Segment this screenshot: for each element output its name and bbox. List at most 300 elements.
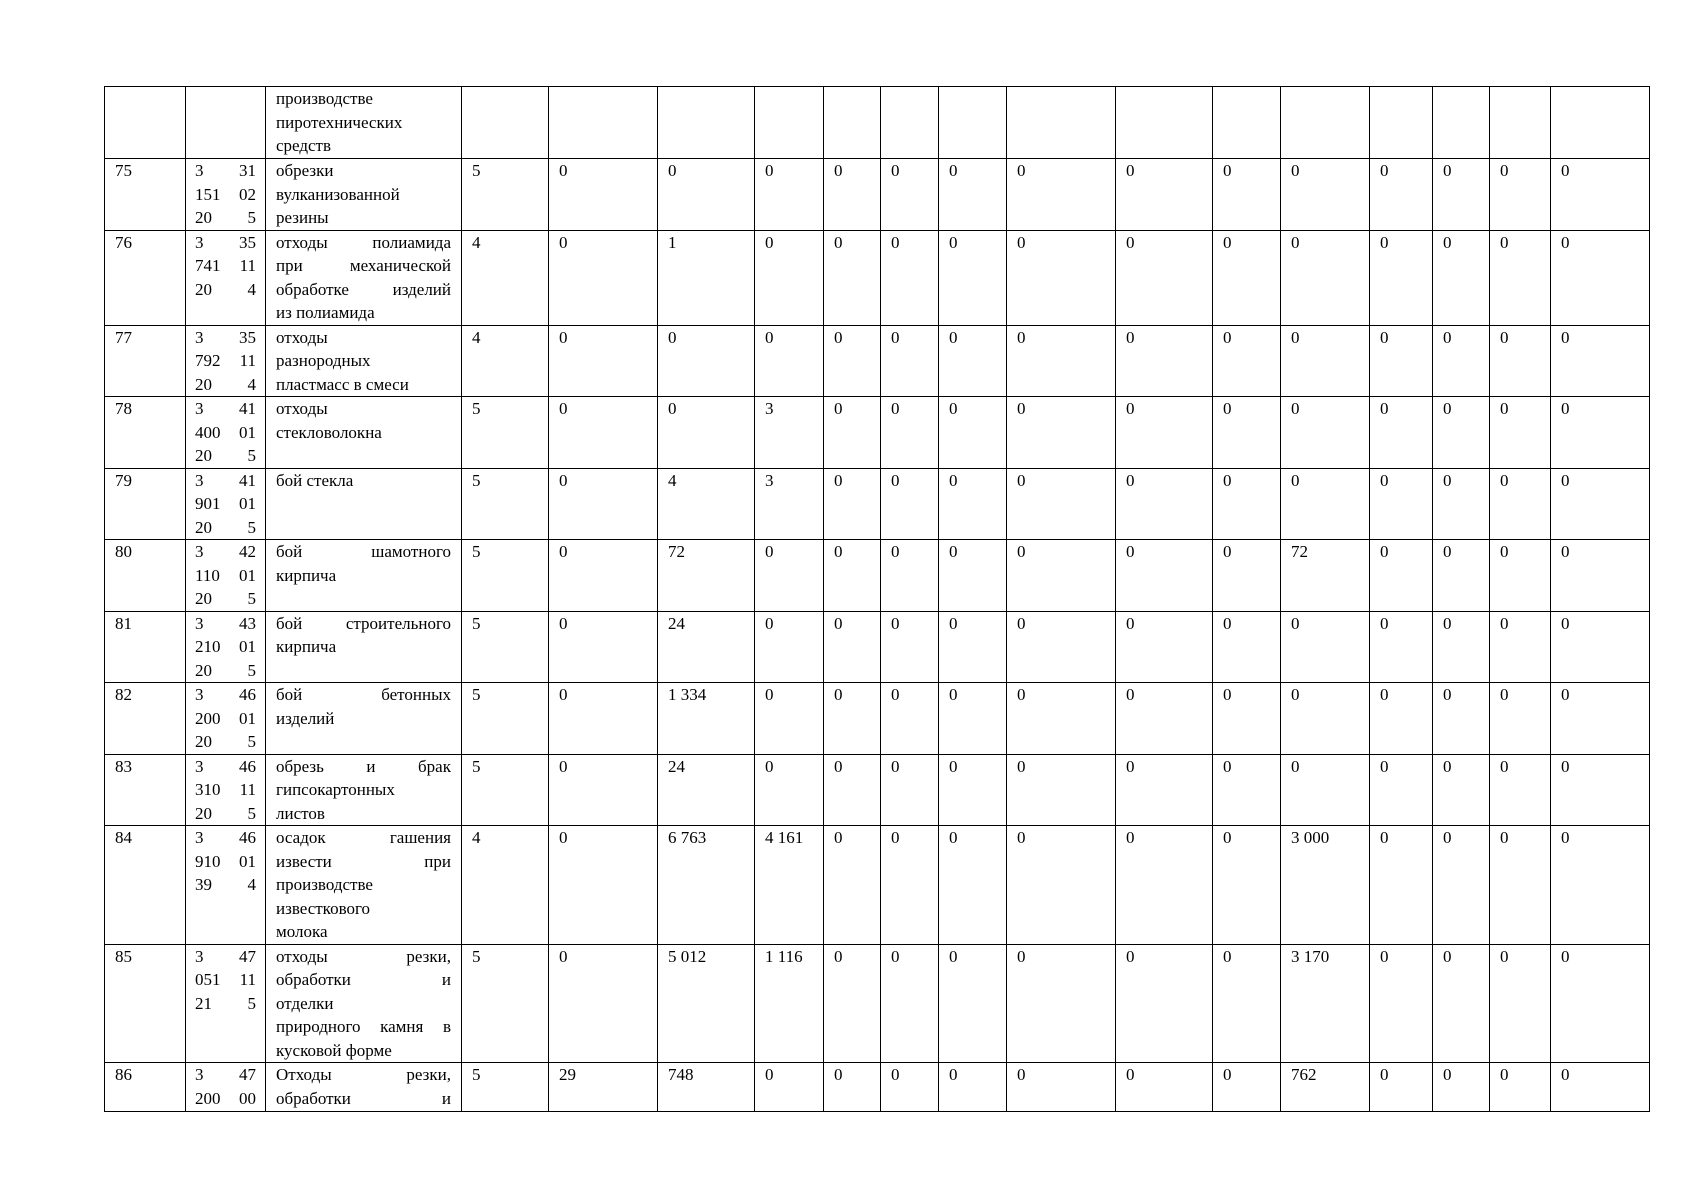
value-cell-col-14 (1281, 87, 1370, 159)
value-cell-col-13: 0 (1213, 1063, 1281, 1112)
value-cell-col-10: 0 (939, 754, 1007, 826)
waste-code-line: 3 31 (195, 161, 256, 180)
waste-code-line: 20 4 (195, 279, 256, 299)
value-cell-col-18: 0 (1551, 468, 1650, 540)
waste-code-cell (186, 159, 266, 231)
waste-code-cell (186, 1063, 266, 1112)
table-row (105, 826, 1650, 945)
value-cell-col-6: 0 (658, 159, 755, 231)
waste-name-line: гипсокартонных (276, 780, 395, 799)
waste-name-cell (266, 468, 462, 540)
waste-code-cell (186, 611, 266, 683)
value-cell-col-12: 0 (1116, 611, 1213, 683)
value-cell-col-5: 0 (549, 944, 658, 1063)
value-cell-col-8: 0 (824, 611, 881, 683)
waste-name-line: пластмасс в смеси (276, 374, 409, 394)
waste-name-line: бой строительного (276, 613, 451, 633)
waste-name-cell (266, 87, 462, 159)
value-cell-col-8: 0 (824, 683, 881, 755)
value-cell-col-16: 0 (1433, 540, 1490, 612)
value-cell-col-4: 4 (462, 230, 549, 325)
value-cell-col-18: 0 (1551, 1063, 1650, 1112)
value-cell-col-12: 0 (1116, 1063, 1213, 1112)
value-cell-col-18: 0 (1551, 611, 1650, 683)
value-cell-col-8: 0 (824, 159, 881, 231)
value-cell-col-4: 4 (462, 826, 549, 945)
waste-code-line: 3 35 (195, 327, 256, 347)
row-number-cell: 77 (105, 325, 186, 397)
value-cell-col-7: 0 (755, 1063, 824, 1112)
waste-name-line: при механической (276, 256, 451, 275)
waste-name-line: отходы полиамида (276, 232, 451, 252)
waste-name-line: отходы (276, 399, 328, 418)
waste-name-line: отделки (276, 993, 334, 1013)
waste-name-cell (266, 944, 462, 1063)
value-cell-col-6: 24 (658, 611, 755, 683)
value-cell-col-10: 0 (939, 1063, 1007, 1112)
value-cell-col-11: 0 (1007, 468, 1116, 540)
waste-code-line: 20 5 (195, 589, 256, 608)
table-body (105, 87, 1650, 1112)
value-cell-col-15: 0 (1370, 944, 1433, 1063)
waste-code-line: 400 01 (195, 422, 256, 442)
value-cell-col-5: 0 (549, 468, 658, 540)
waste-code-line: 3 42 (195, 542, 256, 561)
value-cell-col-7: 0 (755, 611, 824, 683)
waste-name-cell (266, 397, 462, 469)
value-cell-col-11: 0 (1007, 826, 1116, 945)
value-cell-col-13: 0 (1213, 230, 1281, 325)
value-cell-col-16: 0 (1433, 230, 1490, 325)
value-cell-col-15: 0 (1370, 826, 1433, 945)
value-cell-col-10 (939, 87, 1007, 159)
value-cell-col-10: 0 (939, 683, 1007, 755)
value-cell-col-17: 0 (1490, 826, 1551, 945)
value-cell-col-4 (462, 87, 549, 159)
value-cell-col-10: 0 (939, 397, 1007, 469)
waste-name-cell (266, 325, 462, 397)
waste-code-line: 3 47 (195, 946, 256, 966)
table-row (105, 944, 1650, 1063)
waste-code-line: 3 41 (195, 399, 256, 418)
value-cell-col-4: 5 (462, 944, 549, 1063)
value-cell-col-14: 72 (1281, 540, 1370, 612)
value-cell-col-13: 0 (1213, 540, 1281, 612)
waste-code-line: 20 5 (195, 208, 256, 227)
value-cell-col-4: 5 (462, 397, 549, 469)
table-row (105, 468, 1650, 540)
waste-code-line: 21 5 (195, 993, 256, 1013)
value-cell-col-12: 0 (1116, 944, 1213, 1063)
waste-name-line: производстве (276, 89, 373, 108)
waste-name-line: кирпича (276, 565, 337, 585)
value-cell-col-7 (755, 87, 824, 159)
value-cell-col-14: 0 (1281, 325, 1370, 397)
waste-name-cell (266, 683, 462, 755)
value-cell-col-9: 0 (881, 397, 939, 469)
waste-name-cell (266, 826, 462, 945)
waste-code-line: 39 4 (195, 875, 256, 894)
value-cell-col-15: 0 (1370, 540, 1433, 612)
waste-code-line: 051 11 (195, 970, 256, 989)
table-row (105, 611, 1650, 683)
waste-code-cell (186, 468, 266, 540)
value-cell-col-11: 0 (1007, 540, 1116, 612)
waste-code-line: 901 01 (195, 494, 256, 513)
waste-code-line: 741 11 (195, 256, 256, 275)
waste-name-line: бой стекла (276, 470, 354, 490)
waste-name-line: отходы (276, 327, 328, 347)
waste-code-line: 20 5 (195, 517, 256, 537)
waste-name-line: обработки и (276, 970, 451, 989)
waste-name-cell (266, 159, 462, 231)
table-row (105, 159, 1650, 231)
value-cell-col-14: 0 (1281, 683, 1370, 755)
value-cell-col-15: 0 (1370, 230, 1433, 325)
value-cell-col-13 (1213, 87, 1281, 159)
value-cell-col-13: 0 (1213, 944, 1281, 1063)
waste-code-line: 20 5 (195, 803, 256, 823)
value-cell-col-14: 0 (1281, 159, 1370, 231)
row-number-cell: 84 (105, 826, 186, 945)
value-cell-col-10: 0 (939, 159, 1007, 231)
value-cell-col-12: 0 (1116, 683, 1213, 755)
row-number-cell: 79 (105, 468, 186, 540)
value-cell-col-12: 0 (1116, 754, 1213, 826)
value-cell-col-4: 5 (462, 611, 549, 683)
value-cell-col-7: 0 (755, 325, 824, 397)
value-cell-col-4: 5 (462, 468, 549, 540)
value-cell-col-12: 0 (1116, 468, 1213, 540)
value-cell-col-18 (1551, 87, 1650, 159)
waste-code-line: 20 5 (195, 446, 256, 465)
waste-code-line: 200 00 (195, 1088, 256, 1108)
value-cell-col-15: 0 (1370, 754, 1433, 826)
table-row (105, 230, 1650, 325)
value-cell-col-13: 0 (1213, 325, 1281, 397)
value-cell-col-5: 0 (549, 683, 658, 755)
table-row (105, 325, 1650, 397)
value-cell-col-14: 0 (1281, 611, 1370, 683)
value-cell-col-12: 0 (1116, 397, 1213, 469)
value-cell-col-15: 0 (1370, 397, 1433, 469)
value-cell-col-16: 0 (1433, 754, 1490, 826)
waste-code-line: 3 46 (195, 828, 256, 847)
value-cell-col-11: 0 (1007, 683, 1116, 755)
value-cell-col-17: 0 (1490, 540, 1551, 612)
value-cell-col-5: 0 (549, 754, 658, 826)
value-cell-col-12: 0 (1116, 325, 1213, 397)
row-number-cell: 76 (105, 230, 186, 325)
value-cell-col-14: 0 (1281, 230, 1370, 325)
waste-code-cell (186, 230, 266, 325)
row-number-cell: 78 (105, 397, 186, 469)
row-number-cell: 85 (105, 944, 186, 1063)
waste-name-line: пиротехнических (276, 112, 403, 132)
value-cell-col-15: 0 (1370, 159, 1433, 231)
value-cell-col-17: 0 (1490, 1063, 1551, 1112)
value-cell-col-5: 0 (549, 230, 658, 325)
value-cell-col-5: 29 (549, 1063, 658, 1112)
value-cell-col-9: 0 (881, 683, 939, 755)
waste-code-line: 151 02 (195, 184, 256, 204)
value-cell-col-7: 3 (755, 397, 824, 469)
waste-name-line: извести при (276, 851, 451, 871)
value-cell-col-8: 0 (824, 325, 881, 397)
value-cell-col-18: 0 (1551, 159, 1650, 231)
waste-code-cell (186, 397, 266, 469)
waste-name-line: известкового (276, 898, 371, 918)
waste-code-cell (186, 683, 266, 755)
value-cell-col-18: 0 (1551, 230, 1650, 325)
table-row (105, 1063, 1650, 1112)
value-cell-col-4: 5 (462, 540, 549, 612)
value-cell-col-18: 0 (1551, 944, 1650, 1063)
value-cell-col-17: 0 (1490, 468, 1551, 540)
value-cell-col-9: 0 (881, 325, 939, 397)
value-cell-col-4: 5 (462, 1063, 549, 1112)
waste-name-line: резины (276, 208, 329, 227)
value-cell-col-13: 0 (1213, 468, 1281, 540)
waste-name-line: бой бетонных (276, 685, 451, 704)
waste-name-line: средств (276, 136, 332, 155)
waste-name-line: кирпича (276, 637, 337, 656)
value-cell-col-5: 0 (549, 325, 658, 397)
row-number-cell (105, 87, 186, 159)
value-cell-col-17: 0 (1490, 230, 1551, 325)
value-cell-col-12: 0 (1116, 826, 1213, 945)
waste-code-line: 3 46 (195, 685, 256, 704)
value-cell-col-18: 0 (1551, 325, 1650, 397)
value-cell-col-14: 0 (1281, 397, 1370, 469)
waste-name-cell (266, 611, 462, 683)
value-cell-col-14: 3 000 (1281, 826, 1370, 945)
value-cell-col-16: 0 (1433, 397, 1490, 469)
waste-name-line: из полиамида (276, 303, 375, 322)
value-cell-col-13: 0 (1213, 826, 1281, 945)
value-cell-col-9: 0 (881, 754, 939, 826)
waste-code-line: 792 11 (195, 351, 256, 370)
value-cell-col-5: 0 (549, 826, 658, 945)
value-cell-col-6: 1 (658, 230, 755, 325)
waste-name-cell (266, 754, 462, 826)
waste-code-line: 3 35 (195, 232, 256, 252)
value-cell-col-12: 0 (1116, 540, 1213, 612)
value-cell-col-5: 0 (549, 611, 658, 683)
waste-name-line: изделий (276, 708, 335, 728)
value-cell-col-8: 0 (824, 1063, 881, 1112)
value-cell-col-13: 0 (1213, 754, 1281, 826)
waste-name-line: обрезки (276, 161, 334, 180)
value-cell-col-9: 0 (881, 826, 939, 945)
waste-name-line: обработке изделий (276, 279, 451, 299)
value-cell-col-11: 0 (1007, 611, 1116, 683)
value-cell-col-11: 0 (1007, 944, 1116, 1063)
value-cell-col-11: 0 (1007, 230, 1116, 325)
waste-name-line: осадок гашения (276, 828, 451, 847)
value-cell-col-6: 0 (658, 397, 755, 469)
value-cell-col-15 (1370, 87, 1433, 159)
waste-code-line: 200 01 (195, 708, 256, 728)
waste-name-line: отходы резки, (276, 946, 451, 966)
value-cell-col-12: 0 (1116, 230, 1213, 325)
value-cell-col-13: 0 (1213, 397, 1281, 469)
value-cell-col-7: 0 (755, 754, 824, 826)
value-cell-col-17: 0 (1490, 683, 1551, 755)
value-cell-col-11: 0 (1007, 159, 1116, 231)
value-cell-col-6: 5 012 (658, 944, 755, 1063)
value-cell-col-4: 5 (462, 159, 549, 231)
value-cell-col-11 (1007, 87, 1116, 159)
table-row (105, 754, 1650, 826)
value-cell-col-8: 0 (824, 754, 881, 826)
value-cell-col-7: 1 116 (755, 944, 824, 1063)
value-cell-col-7: 0 (755, 159, 824, 231)
waste-code-line: 910 01 (195, 851, 256, 871)
value-cell-col-16: 0 (1433, 826, 1490, 945)
value-cell-col-8: 0 (824, 468, 881, 540)
value-cell-col-17: 0 (1490, 754, 1551, 826)
value-cell-col-7: 0 (755, 230, 824, 325)
value-cell-col-14: 0 (1281, 468, 1370, 540)
waste-code-line: 310 11 (195, 780, 256, 799)
value-cell-col-9: 0 (881, 944, 939, 1063)
value-cell-col-11: 0 (1007, 1063, 1116, 1112)
value-cell-col-13: 0 (1213, 159, 1281, 231)
value-cell-col-16: 0 (1433, 468, 1490, 540)
waste-code-cell (186, 540, 266, 612)
value-cell-col-10: 0 (939, 230, 1007, 325)
value-cell-col-8: 0 (824, 944, 881, 1063)
value-cell-col-17 (1490, 87, 1551, 159)
value-cell-col-10: 0 (939, 944, 1007, 1063)
value-cell-col-8: 0 (824, 230, 881, 325)
waste-name-line: обрезь и брак (276, 756, 451, 776)
waste-code-cell (186, 944, 266, 1063)
value-cell-col-11: 0 (1007, 397, 1116, 469)
value-cell-col-6 (658, 87, 755, 159)
value-cell-col-15: 0 (1370, 611, 1433, 683)
value-cell-col-14: 0 (1281, 754, 1370, 826)
value-cell-col-8: 0 (824, 397, 881, 469)
waste-name-line: молока (276, 922, 328, 941)
value-cell-col-17: 0 (1490, 397, 1551, 469)
waste-code-line: 3 47 (195, 1065, 256, 1084)
waste-code-line: 110 01 (195, 565, 256, 585)
waste-code-line: 3 43 (195, 613, 256, 633)
waste-name-cell (266, 230, 462, 325)
value-cell-col-9: 0 (881, 159, 939, 231)
value-cell-col-12: 0 (1116, 159, 1213, 231)
value-cell-col-17: 0 (1490, 611, 1551, 683)
value-cell-col-4: 5 (462, 683, 549, 755)
value-cell-col-11: 0 (1007, 754, 1116, 826)
waste-name-cell (266, 1063, 462, 1112)
value-cell-col-18: 0 (1551, 397, 1650, 469)
waste-code-line: 3 41 (195, 470, 256, 490)
value-cell-col-10: 0 (939, 325, 1007, 397)
waste-code-line: 20 4 (195, 374, 256, 394)
value-cell-col-7: 4 161 (755, 826, 824, 945)
table-row (105, 683, 1650, 755)
value-cell-col-15: 0 (1370, 683, 1433, 755)
row-number-cell: 83 (105, 754, 186, 826)
value-cell-col-13: 0 (1213, 683, 1281, 755)
waste-name-line: бой шамотного (276, 542, 451, 561)
value-cell-col-10: 0 (939, 540, 1007, 612)
value-cell-col-6: 72 (658, 540, 755, 612)
waste-name-line: производстве (276, 875, 373, 894)
value-cell-col-16: 0 (1433, 325, 1490, 397)
waste-name-line: вулканизованной (276, 184, 400, 204)
value-cell-col-9 (881, 87, 939, 159)
value-cell-col-9: 0 (881, 611, 939, 683)
row-number-cell: 81 (105, 611, 186, 683)
value-cell-col-14: 3 170 (1281, 944, 1370, 1063)
value-cell-col-7: 3 (755, 468, 824, 540)
value-cell-col-15: 0 (1370, 1063, 1433, 1112)
value-cell-col-17: 0 (1490, 944, 1551, 1063)
value-cell-col-9: 0 (881, 468, 939, 540)
waste-code-line: 3 46 (195, 756, 256, 776)
value-cell-col-8: 0 (824, 826, 881, 945)
value-cell-col-4: 4 (462, 325, 549, 397)
value-cell-col-10: 0 (939, 611, 1007, 683)
waste-name-line: листов (276, 803, 325, 823)
waste-name-cell (266, 540, 462, 612)
value-cell-col-18: 0 (1551, 754, 1650, 826)
value-cell-col-6: 748 (658, 1063, 755, 1112)
row-number-cell: 86 (105, 1063, 186, 1112)
table-row (105, 397, 1650, 469)
value-cell-col-5: 0 (549, 159, 658, 231)
value-cell-col-16: 0 (1433, 944, 1490, 1063)
value-cell-col-6: 6 763 (658, 826, 755, 945)
waste-code-cell (186, 325, 266, 397)
value-cell-col-10: 0 (939, 468, 1007, 540)
waste-name-line: кусковой форме (276, 1040, 392, 1060)
value-cell-col-18: 0 (1551, 683, 1650, 755)
waste-code-cell (186, 87, 266, 159)
value-cell-col-13: 0 (1213, 611, 1281, 683)
value-cell-col-11: 0 (1007, 325, 1116, 397)
value-cell-col-15: 0 (1370, 325, 1433, 397)
value-cell-col-5: 0 (549, 397, 658, 469)
value-cell-col-9: 0 (881, 540, 939, 612)
waste-table (104, 86, 1650, 1112)
waste-name-line: обработки и (276, 1088, 451, 1108)
value-cell-col-8: 0 (824, 540, 881, 612)
waste-name-line: Отходы резки, (276, 1065, 451, 1084)
value-cell-col-15: 0 (1370, 468, 1433, 540)
value-cell-col-18: 0 (1551, 540, 1650, 612)
value-cell-col-9: 0 (881, 230, 939, 325)
value-cell-col-4: 5 (462, 754, 549, 826)
value-cell-col-16: 0 (1433, 1063, 1490, 1112)
value-cell-col-6: 24 (658, 754, 755, 826)
value-cell-col-7: 0 (755, 683, 824, 755)
value-cell-col-6: 0 (658, 325, 755, 397)
value-cell-col-14: 762 (1281, 1063, 1370, 1112)
value-cell-col-16: 0 (1433, 159, 1490, 231)
value-cell-col-8 (824, 87, 881, 159)
value-cell-col-5: 0 (549, 540, 658, 612)
value-cell-col-10: 0 (939, 826, 1007, 945)
value-cell-col-18: 0 (1551, 826, 1650, 945)
waste-code-cell (186, 754, 266, 826)
waste-code-line: 210 01 (195, 637, 256, 656)
waste-name-line: разнородных (276, 351, 371, 370)
